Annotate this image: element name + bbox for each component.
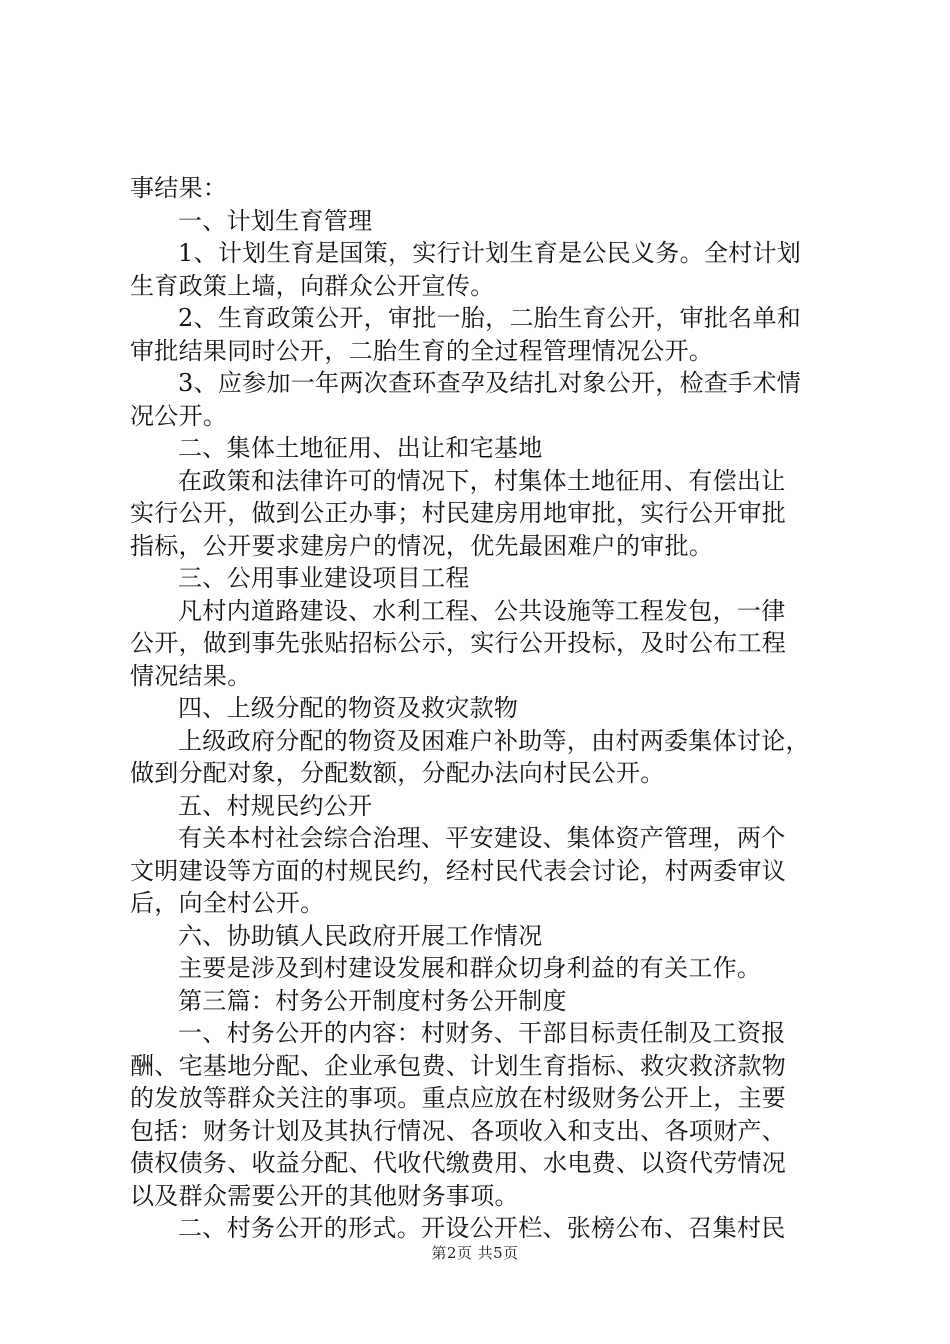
text-line: 一、计划生育管理 xyxy=(178,206,373,235)
text-line: 六、协助镇人民政府开展工作情况 xyxy=(178,921,543,950)
text-line: 后，向全村公开。 xyxy=(130,889,325,917)
text-line: 第三篇：村务公开制度村务公开制度 xyxy=(178,986,567,1015)
text-line: 四、上级分配的物资及救灾款物 xyxy=(178,694,519,722)
text-line: 以及群众需要公开的其他财务事项。 xyxy=(130,1181,519,1210)
text-line: 1、计划生育是国策，实行计划生育是公民义务。全村计划 xyxy=(178,239,802,267)
text-line: 情况结果。 xyxy=(130,661,252,690)
text-line: 指标，公开要求建房户的情况，优先最困难户的审批。 xyxy=(130,531,714,560)
page-number-footer: 第2页 共5页 xyxy=(431,1244,519,1262)
text-line: 上级政府分配的物资及困难户补助等，由村两委集体讨论， xyxy=(178,726,810,755)
text-line: 生育政策上墙，向群众公开宣传。 xyxy=(130,271,495,300)
text-line: 包括：财务计划及其执行情况、各项收入和支出、各项财产、 xyxy=(130,1116,787,1145)
text-line: 况公开。 xyxy=(130,401,228,430)
text-line: 债权债务、收益分配、代收代缴费用、水电费、以资代劳情况 xyxy=(130,1149,787,1177)
document-body xyxy=(130,172,840,1245)
text-line: 2、生育政策公开，审批一胎，二胎生育公开，审批名单和 xyxy=(178,304,802,332)
text-line: 一、村务公开的内容：村财务、干部目标责任制及工资报 xyxy=(178,1019,786,1047)
text-line: 实行公开，做到公正办事；村民建房用地审批，实行公开审批 xyxy=(130,499,787,527)
text-line: 文明建设等方面的村规民约，经村民代表会讨论，村两委审议 xyxy=(130,856,787,885)
text-line: 二、集体土地征用、出让和宅基地 xyxy=(178,434,543,462)
text-line: 主要是涉及到村建设发展和群众切身利益的有关工作。 xyxy=(178,954,762,982)
text-line: 有关本村社会综合治理、平安建设、集体资产管理，两个 xyxy=(178,824,786,852)
text-line: 二、村务公开的形式。开设公开栏、张榜公布、召集村民 xyxy=(178,1214,786,1242)
text-line: 事结果： xyxy=(130,174,228,202)
text-line: 酬、宅基地分配、企业承包费、计划生育指标、救灾救济款物 xyxy=(130,1051,787,1080)
text-line: 做到分配对象，分配数额，分配办法向村民公开。 xyxy=(130,759,665,787)
text-line: 3、应参加一年两次查环查孕及结扎对象公开，检查手术情 xyxy=(178,369,802,397)
text-line: 凡村内道路建设、水利工程、公共设施等工程发包，一律 xyxy=(178,596,786,625)
text-line: 审批结果同时公开，二胎生育的全过程管理情况公开。 xyxy=(130,336,714,365)
text-line: 三、公用事业建设项目工程 xyxy=(178,564,470,592)
text-line: 的发放等群众关注的事项。重点应放在村级财务公开上，主要 xyxy=(130,1084,787,1112)
text-line: 在政策和法律许可的情况下，村集体土地征用、有偿出让 xyxy=(178,466,786,495)
text-line: 五、村规民约公开 xyxy=(178,791,373,820)
text-line: 公开，做到事先张贴招标公示，实行公开投标，及时公布工程 xyxy=(130,629,787,657)
